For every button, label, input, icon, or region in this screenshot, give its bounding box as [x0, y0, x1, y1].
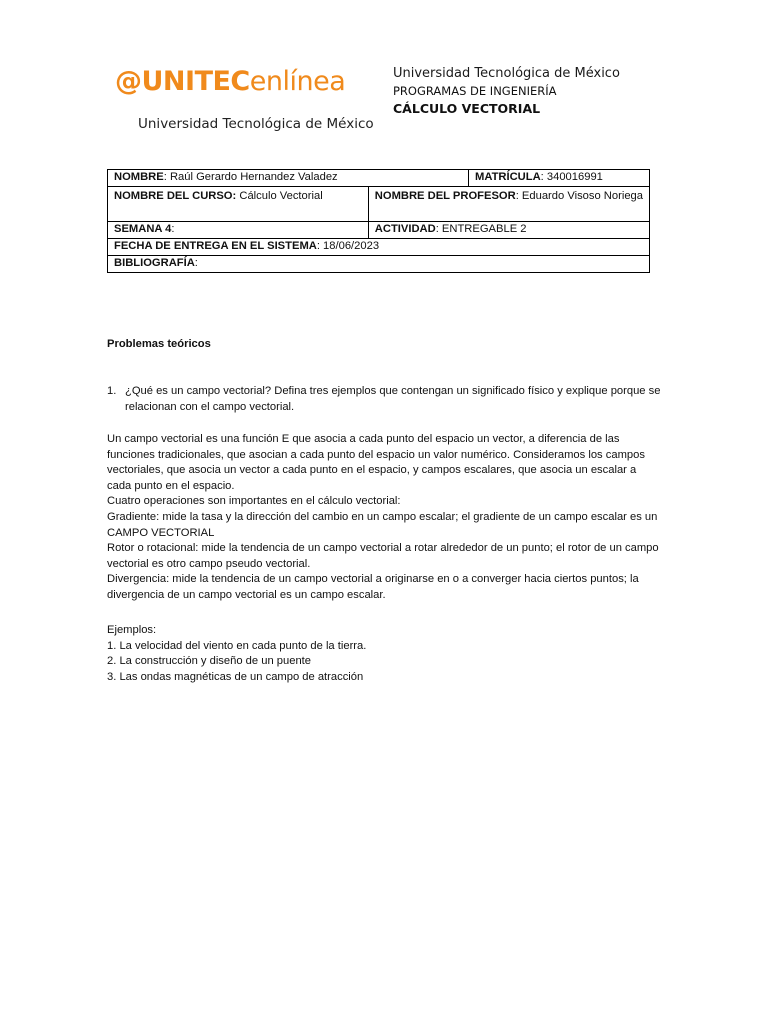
course-title: CÁLCULO VECTORIAL [393, 101, 541, 116]
answer-paragraph: Rotor o rotacional: mide la tendencia de un campo vectorial a rotar alrededor de un punto; el rotor de un campo vectorial es otro campo pseudo vectorial. [107, 542, 659, 570]
example-item: 3. Las ondas magnéticas de un campo de atracción [107, 670, 364, 683]
curso-value: Cálculo Vectorial [236, 190, 323, 202]
example-item: 1. La velocidad del viento en cada punto de la tierra. [107, 639, 367, 652]
profesor-value: : Eduardo Visoso Noriega [515, 190, 643, 202]
bibliografia-value: : [194, 257, 198, 269]
logo-sub: enlínea [249, 66, 346, 97]
logo-caption: Universidad Tecnológica de México [138, 116, 374, 132]
fecha-value: : 18/06/2023 [316, 240, 380, 252]
semana-cell [108, 222, 369, 239]
answer-paragraph: Gradiente: mide la tasa y la dirección del cambio en un campo escalar; el gradiente de un campo escalar es un CAMPO VECTORIAL [107, 510, 658, 539]
bibliografia-label: BIBLIOGRAFÍA [114, 257, 195, 269]
matricula-cell [469, 170, 650, 187]
answer-body [107, 432, 660, 604]
university-name: Universidad Tecnológica de México [393, 66, 620, 81]
nombre-value: : Raúl Gerardo Hernandez Valadez [163, 171, 338, 183]
examples-list [107, 623, 660, 685]
profesor-cell [368, 187, 649, 222]
answer-paragraph: Un campo vectorial es una función E que asocia a cada punto del espacio un vector, a diferencia de las funciones tradicionales, que asocian a cada punto del espacio un valor numérico. Consideramos los campos vectoriales, que asocia un vector a cada punto en el espacio, y campos escalares, que asocia un escalar a cada punto en el espacio. [107, 433, 645, 492]
document-header [393, 66, 620, 116]
answer-paragraph: Divergencia: mide la tendencia de un campo vectorial a originarse en o a converger hacia ciertos puntos; la divergencia de un campo vectorial es un campo escalar. [107, 573, 639, 601]
curso-label: NOMBRE DEL CURSO: [114, 190, 237, 202]
semana-label: SEMANA 4 [114, 223, 172, 235]
actividad-value: : ENTREGABLE 2 [435, 223, 527, 235]
curso-cell [108, 187, 369, 222]
semana-value: : [171, 223, 175, 235]
logo-at: @ [115, 66, 142, 97]
answer-paragraph: Cuatro operaciones son importantes en el cálculo vectorial: [107, 495, 401, 508]
actividad-label: ACTIVIDAD [374, 223, 436, 235]
student-info-table [107, 169, 650, 273]
question-text: ¿Qué es un campo vectorial? Defina tres ejemplos que contengan un significado físico y explique porque se relacionan con el campo vectorial. [125, 385, 661, 413]
fecha-cell [108, 239, 650, 256]
nombre-cell [108, 170, 469, 187]
section-heading: Problemas teóricos [107, 338, 211, 350]
program-name: PROGRAMAS DE INGENIERÍA [393, 84, 557, 98]
profesor-label: NOMBRE DEL PROFESOR [374, 190, 516, 202]
nombre-label: NOMBRE [114, 171, 164, 183]
question-number: 1. [107, 385, 117, 397]
matricula-label: MATRÍCULA [475, 171, 541, 183]
examples-title: Ejemplos: [107, 624, 157, 636]
example-item: 2. La construcción y diseño de un puente [107, 655, 312, 668]
fecha-label: FECHA DE ENTREGA EN EL SISTEMA [114, 240, 317, 252]
logo-main: UNITEC [141, 66, 250, 97]
actividad-cell [368, 222, 649, 239]
matricula-value: : 340016991 [540, 171, 603, 183]
bibliografia-cell [108, 256, 650, 273]
unitec-logo [115, 66, 345, 97]
